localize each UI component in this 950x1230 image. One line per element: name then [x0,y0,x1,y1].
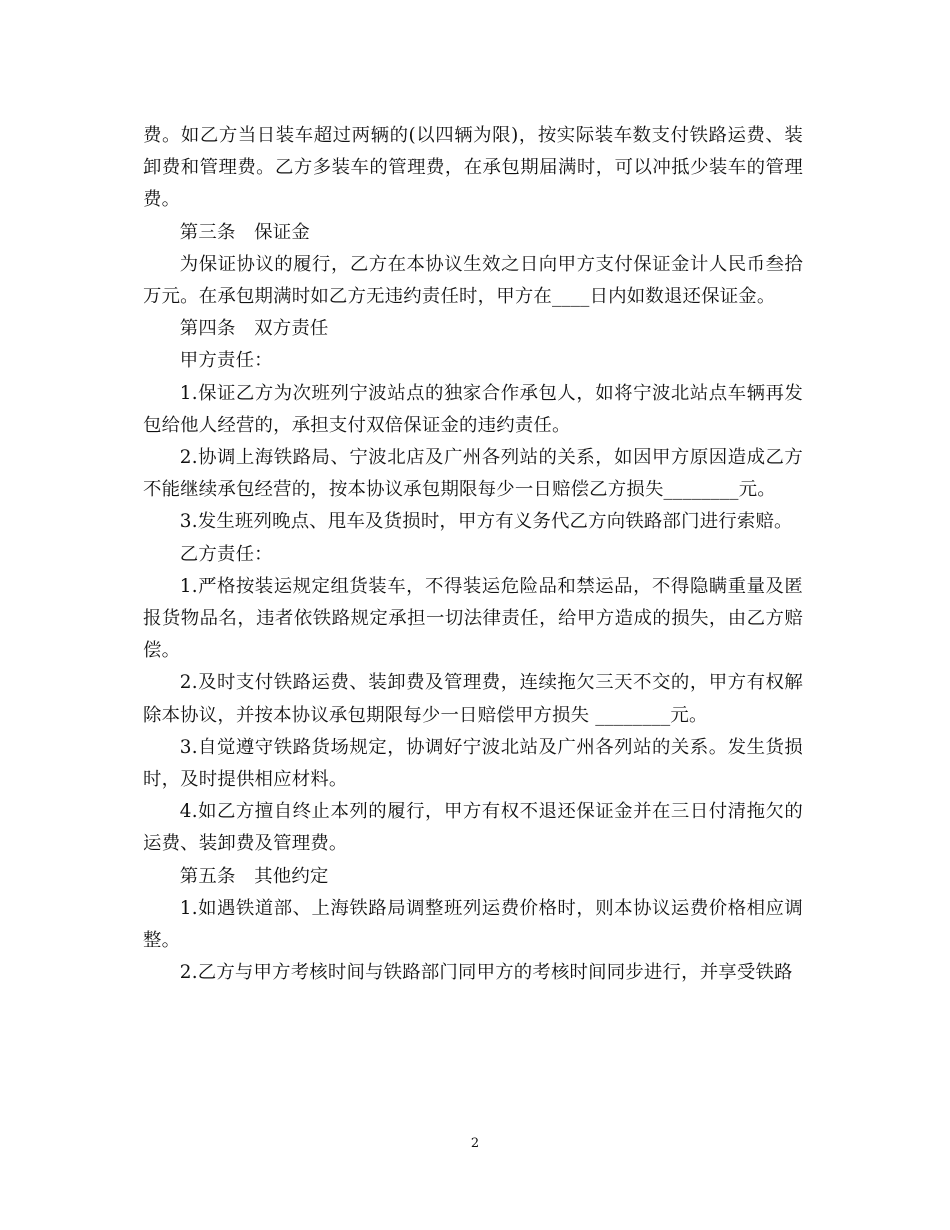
party-b-responsibilities-heading: 乙方责任： [179,543,273,565]
document-body [143,120,803,989]
article-3-body: 为保证协议的履行，乙方在本协议生效之日向甲方支付保证金计人民币叁拾万元。在承包期满时如乙方无违约责任时，甲方在____日内如数退还保证金。 [143,253,803,308]
party-a-item-1: 1.保证乙方为次班列宁波站点的独家合作承包人，如将宁波北站点车辆再发包给他人经营的，承担支付双倍保证金的违约责任。 [143,382,803,436]
article-5-item-1: 1.如遇铁道部、上海铁路局调整班列运费价格时，则本协议运费价格相应调整。 [143,897,803,952]
article-5-heading: 第五条 其他约定 [179,865,329,887]
article-3-heading: 第三条 保证金 [179,221,310,243]
article-5-item-2: 2.乙方与甲方考核时间与铁路部门同甲方的考核时间同步进行，并享受铁路 [179,962,793,984]
page-number: 2 [470,1136,480,1151]
party-b-item-2: 2.及时支付铁路运费、装卸费及管理费，连续拖欠三天不交的，甲方有权解除本协议，并按本协议承包期限每少一日赔偿甲方损失 ________元。 [143,672,803,726]
paragraph-continuation: 费。如乙方当日装车超过两辆的(以四辆为限)，按实际装车数支付铁路运费、装卸费和管理费。乙方多装车的管理费，在承包期届满时，可以冲抵少装车的管理费。 [143,125,803,211]
party-b-item-4: 4.如乙方擅自终止本列的履行，甲方有权不退还保证金并在三日付清拖欠的运费、装卸费及管理费。 [143,801,803,855]
party-b-item-3: 3.自觉遵守铁路货场规定，协调好宁波北站及广州各列站的关系。发生货损时，及时提供相应材料。 [143,736,803,791]
article-4-heading: 第四条 双方责任 [179,318,329,340]
party-b-item-1: 1.严格按装运规定组货装车，不得装运危险品和禁运品，不得隐瞒重量及匿报货物品名，违者依铁路规定承担一切法律责任，给甲方造成的损失，由乙方赔偿。 [143,575,803,662]
party-a-item-2: 2.协调上海铁路局、宁波北店及广州各列站的关系，如因甲方原因造成乙方不能继续承包经营的，按本协议承包期限每少一日赔偿乙方损失________元。 [143,447,803,501]
party-a-responsibilities-heading: 甲方责任： [179,350,273,372]
party-a-item-3: 3.发生班列晚点、甩车及货损时，甲方有义务代乙方向铁路部门进行索赔。 [179,511,793,533]
